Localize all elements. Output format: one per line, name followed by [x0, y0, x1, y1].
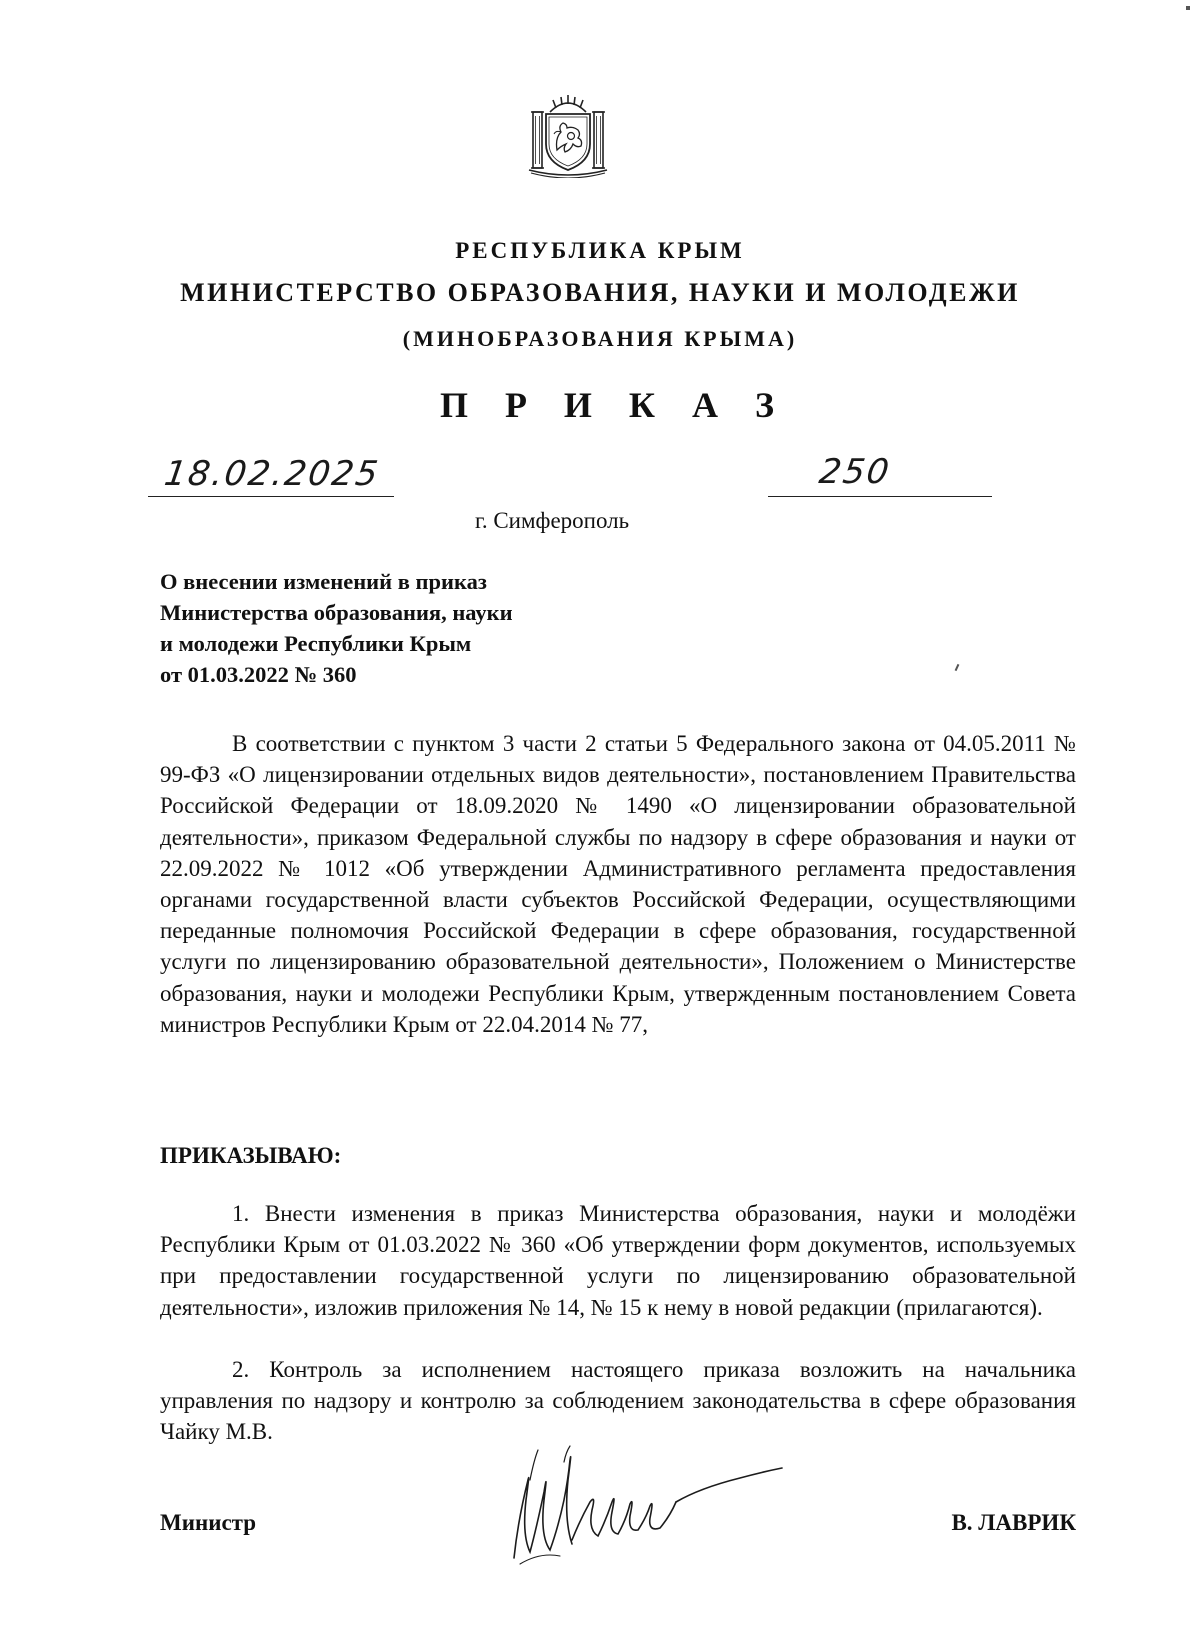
- subject-line: О внесении изменений в приказ: [160, 569, 487, 594]
- date-underline: [148, 496, 394, 497]
- subject-line: от 01.03.2022 № 360: [160, 662, 357, 687]
- crimea-coat-of-arms-icon: [523, 88, 613, 178]
- subject-line: и молодежи Республики Крым: [160, 631, 472, 656]
- header-ministry: МИНИСТЕРСТВО ОБРАЗОВАНИЯ, НАУКИ И МОЛОДЕЖИ: [180, 278, 1020, 307]
- preamble-paragraph: В соответствии с пунктом 3 части 2 статьи 5 Федерального закона от 04.05.2011 № 99-ФЗ «О лицензировании отдельных видов деятельности», постановлением Правительства Российской Федерации от 18.09.2020 № 1490 «О лицензировании образовательной деятельности», приказом Федеральной службы по надзору в сфере образования и науки от 22.09.2022 № 1012 «Об утверждении Административного регламента предоставления органами государственной власти субъектов Российской Федерации, осуществляющими переданные полномочия Российской Федерации в сфере образования, государственной услуги по лицензированию образовательной деятельности», Положением о Министерстве образования, науки и молодежи Республики Крым, утвержденным постановлением Совета министров Республики Крым от 22.04.2014 № 77,: [160, 731, 1076, 1037]
- number-underline: [768, 496, 992, 497]
- scan-speck: [1186, 6, 1190, 10]
- signatory-title: Министр: [160, 1510, 257, 1535]
- city: г. Симферополь: [475, 508, 630, 533]
- subject-line: Министерства образования, науки: [160, 600, 513, 625]
- order-date: 18.02.2025: [161, 454, 383, 494]
- scan-speck: [955, 664, 960, 671]
- header-republic: РЕСПУБЛИКА КРЫМ: [455, 238, 745, 263]
- signatory-name: В. ЛАВРИК: [951, 1510, 1076, 1535]
- header-short-name: (МИНОБРАЗОВАНИЯ КРЫМА): [402, 326, 798, 351]
- order-item-1: 1. Внести изменения в приказ Министерства образования, науки и молодёжи Республики Крым от 01.03.2022 № 360 «Об утверждении форм документов, используемых при предоставлении государственной услуги по лицензированию образовательной деятельности», изложив приложения № 14, № 15 к нему в новой редакции (прилагаются).: [160, 1201, 1076, 1320]
- handwritten-signature-icon: [500, 1440, 800, 1570]
- orders-heading: ПРИКАЗЫВАЮ:: [160, 1143, 342, 1168]
- order-item-2: 2. Контроль за исполнением настоящего приказа возложить на начальника управления по надзору и контролю за соблюдением законодательства в сфере образования Чайку М.В.: [160, 1357, 1076, 1445]
- document-type: П Р И К А З: [439, 385, 789, 425]
- order-subject: [160, 566, 680, 690]
- order-number: 250: [816, 452, 894, 492]
